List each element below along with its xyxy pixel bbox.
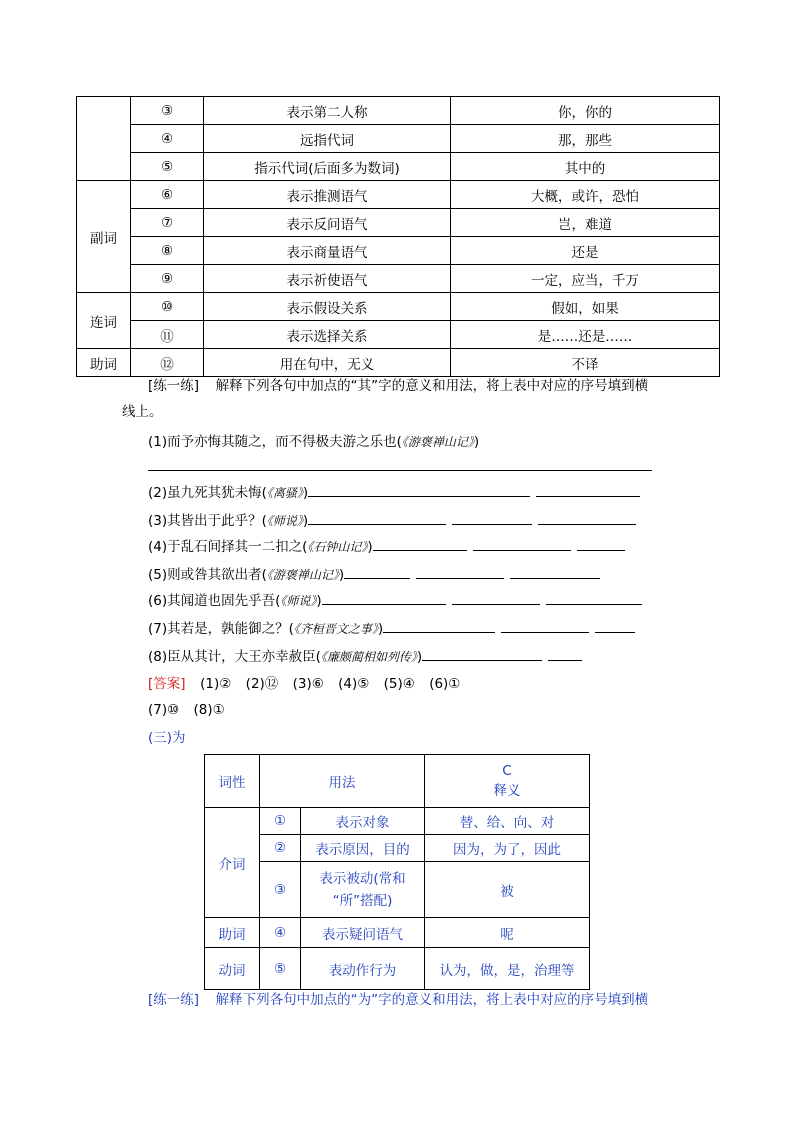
item-close: ) [367,539,373,555]
exercise-item-7 [148,618,635,639]
answer-blank[interactable] [595,618,635,633]
row-number: ③ [260,862,301,918]
answer-blank-row [148,456,652,477]
usage-cell: 指示代词(后面多为数词) [204,153,451,181]
item-text: (5)则或咎其欲出者( [148,567,267,583]
table-row [205,948,590,990]
item-text: (6)其闻道也固先乎吾( [148,593,281,609]
exercise-item-5 [148,564,600,585]
usage-cell: 表示商量语气 [204,237,451,265]
item-source: 《廉颇蔺相如列传》 [320,650,417,664]
meaning-cell: 一定，应当，千万 [451,265,720,293]
row-number: ④ [260,918,301,948]
pos-cell-conjunction: 连词 [77,293,131,349]
meaning-cell: 是……还是…… [451,321,720,349]
answer-blank[interactable] [536,482,640,497]
header-explain [425,755,590,808]
row-number: ⑫ [131,349,204,377]
table-row [77,153,720,181]
pos-cell-adverb: 副词 [77,181,131,293]
answer-item: (3)⑥ [292,676,324,692]
exercise-item-6 [148,590,642,611]
table-row [77,97,720,125]
answer-line-2 [148,700,235,720]
table-header-row [205,755,590,808]
meaning-cell: 呢 [425,918,590,948]
answer-blank[interactable] [344,564,410,579]
answer-blank[interactable] [510,564,600,579]
item-close: ) [302,513,309,529]
meaning-cell: 不译 [451,349,720,377]
table-row [77,125,720,153]
answer-item: (8)① [193,702,225,718]
row-number: ① [260,808,301,835]
answer-blank[interactable] [473,536,571,551]
exercise-item-3 [148,510,636,531]
exercise-instruction-2 [148,990,648,1010]
meaning-cell: 大概，或许，恐怕 [451,181,720,209]
answer-blank[interactable] [148,456,652,471]
exercise-item-8 [148,646,582,667]
exercise-item-1 [148,432,479,452]
answer-blank[interactable] [383,618,495,633]
item-source: 《离骚》 [266,486,303,500]
pos-cell-preposition: 介词 [205,808,260,918]
item-source: 《石钟山记》 [307,540,368,554]
usage-cell [301,862,425,918]
item-source: 《齐桓晋文之事》 [293,622,378,636]
item-text: (1)而予亦悔其随之，而不得极夫游之乐也( [148,434,402,450]
meaning-cell: 你，你的 [451,97,720,125]
answer-blank[interactable] [308,510,446,525]
row-number: ⑧ [131,237,204,265]
meaning-cell: 其中的 [451,153,720,181]
answer-blank[interactable] [577,536,625,551]
usage-cell: 表示祈使语气 [204,265,451,293]
item-close: ) [316,593,322,609]
exercise-instruction [148,376,648,396]
usage-cell: 表示选择关系 [204,321,451,349]
answer-item: (2)⑫ [245,676,279,692]
usage-line: “所”搭配) [332,892,393,909]
table-row [77,349,720,377]
answer-item: (7)⑩ [148,702,180,718]
section-title: (三)为 [148,730,186,746]
row-number: ⑤ [260,948,301,990]
exercise-tag: [练一练] [148,378,200,394]
usage-cell: 表示推测语气 [204,181,451,209]
pos-cell-particle: 助词 [205,918,260,948]
header-usage: 用法 [260,755,425,808]
pos-cell-particle: 助词 [77,349,131,377]
answer-item: (1)② [200,676,232,692]
usage-cell: 表示反问语气 [204,209,451,237]
usage-cell: 表示疑问语气 [301,918,425,948]
answer-line-1 [148,674,470,694]
item-close: ) [338,567,345,583]
meaning-cell: 假如，如果 [451,293,720,321]
answer-blank[interactable] [422,646,542,661]
instruction-text: 解释下列各句中加点的“为”字的意义和用法，将上表中对应的序号填到横 [215,992,649,1008]
usage-cell: 表示假设关系 [204,293,451,321]
answer-blank[interactable] [308,482,530,497]
table-row [77,181,720,209]
answer-blank[interactable] [501,618,589,633]
answer-blank[interactable] [452,590,540,605]
wei-usage-table [204,754,590,990]
usage-cell: 表示对象 [301,808,425,835]
table-row [205,918,590,948]
table-row [77,293,720,321]
header-explain-mark: C [502,763,512,779]
exercise-item-2 [148,482,640,503]
usage-cell: 表示原因，目的 [301,835,425,862]
pos-cell-verb: 动词 [205,948,260,990]
table-row [205,808,590,835]
answer-blank[interactable] [373,536,467,551]
answer-blank[interactable] [322,590,446,605]
answer-item: (6)① [429,676,461,692]
item-text: (8)臣从其计，大王亦幸赦臣( [148,649,321,665]
answer-item: (5)④ [383,676,415,692]
answer-blank[interactable] [548,646,582,661]
item-source: 《师说》 [280,594,317,608]
item-text: (3)其皆出于此乎？( [148,513,267,529]
instruction-text: 解释下列各句中加点的“其”字的意义和用法，将上表中对应的序号填到横 [215,378,649,394]
qi-usage-table [76,96,720,377]
usage-cell: 表示第二人称 [204,97,451,125]
answer-item: (4)⑤ [338,676,370,692]
item-source: 《游褒禅山记》 [266,568,339,582]
table-row [205,862,590,918]
table-row [77,237,720,265]
pos-cell-pronoun [77,97,131,181]
item-source: 《师说》 [266,514,303,528]
row-number: ⑤ [131,153,204,181]
usage-line: 表示被动(常和 [319,870,406,887]
row-number: ⑪ [131,321,204,349]
item-close: ) [377,621,384,637]
item-close: ) [473,434,480,450]
exercise-item-4 [148,536,625,557]
answer-blank[interactable] [452,510,532,525]
row-number: ⑨ [131,265,204,293]
answer-tag: [答案] [148,676,186,692]
table-row [77,265,720,293]
answer-blank[interactable] [546,590,642,605]
meaning-cell: 因为，为了，因此 [425,835,590,862]
table-row [205,835,590,862]
instruction-continuation: 线上。 [122,404,163,420]
table-row [77,209,720,237]
meaning-cell: 那，那些 [451,125,720,153]
row-number: ⑦ [131,209,204,237]
header-pos: 词性 [205,755,260,808]
exercise-tag: [练一练] [148,992,200,1008]
row-number: ③ [131,97,204,125]
meaning-cell: 还是 [451,237,720,265]
answer-blank[interactable] [538,510,636,525]
meaning-cell: 认为，做，是，治理等 [425,948,590,990]
meaning-cell: 岂，难道 [451,209,720,237]
row-number: ② [260,835,301,862]
item-close: ) [416,649,423,665]
item-text: (7)其若是，孰能御之？( [148,621,294,637]
meaning-cell: 替、给、向、对 [425,808,590,835]
row-number: ④ [131,125,204,153]
table-row [77,321,720,349]
answer-blank[interactable] [416,564,504,579]
usage-cell: 用在句中，无义 [204,349,451,377]
item-text: (4)于乱石间择其一二扣之( [148,539,308,555]
item-text: (2)虽九死其犹未悔( [148,485,267,501]
item-close: ) [302,485,309,501]
meaning-cell: 被 [425,862,590,918]
row-number: ⑩ [131,293,204,321]
item-source: 《游褒禅山记》 [401,435,474,449]
usage-cell: 表动作行为 [301,948,425,990]
header-explain-label: 释义 [493,783,521,799]
row-number: ⑥ [131,181,204,209]
usage-cell: 远指代词 [204,125,451,153]
